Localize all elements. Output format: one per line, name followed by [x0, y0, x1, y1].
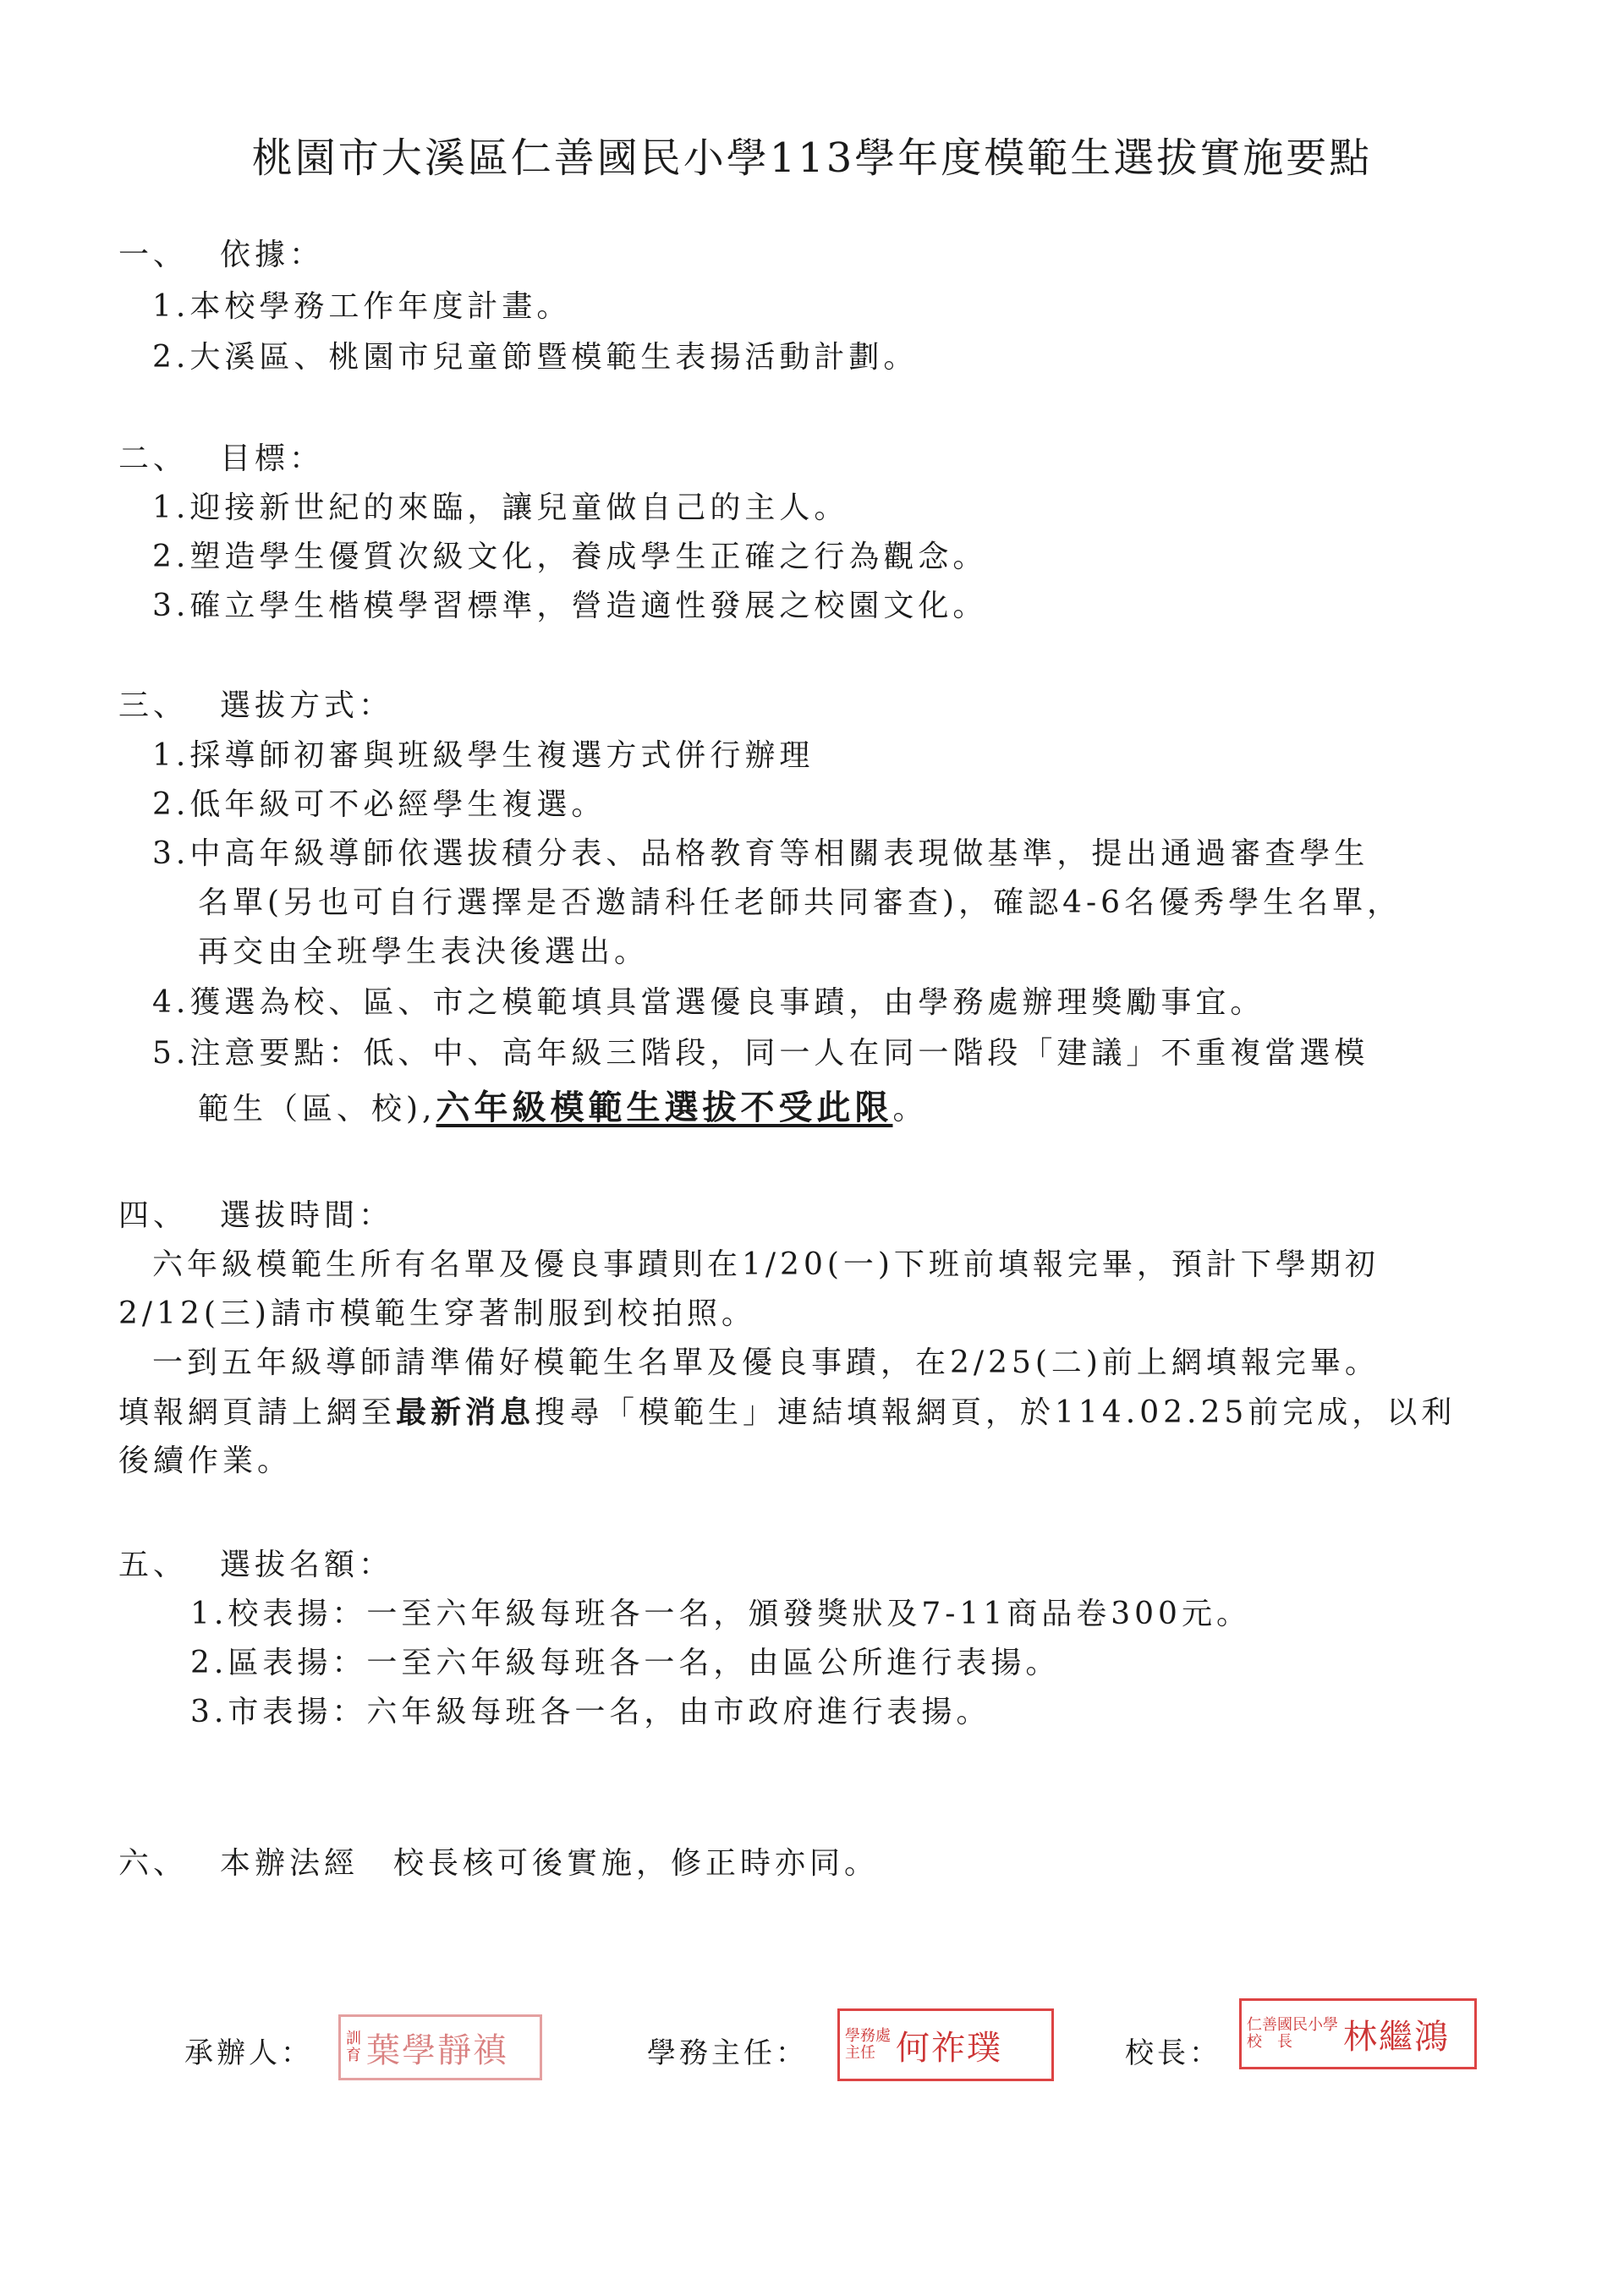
director-stamp-name: 何祚璞 — [896, 2028, 1002, 2068]
section-3-item-5-line-1: 5.注意要點：低、中、高年級三階段，同一人在同一階段「建議」不重複當選模 — [152, 1036, 1369, 1071]
section-3-item-2: 2.低年級可不必經學生複選。 — [152, 787, 606, 822]
section-3-item-3-line-1: 3.中高年級導師依選拔積分表、品格教育等相關表現做基準，提出通過審查學生 — [152, 836, 1369, 871]
handler-stamp-char-1: 訓 — [346, 2030, 361, 2048]
item-5-period: 。 — [892, 1092, 928, 1126]
section-3-heading — [118, 688, 394, 723]
section-3-item-1: 1.採導師初審與班級學生複選方式併行辦理 — [152, 738, 815, 773]
principal-label: 校長： — [1125, 2036, 1221, 2070]
section-2-item-3: 3.確立學生楷模學習標準，營造適性發展之校園文化。 — [152, 589, 988, 623]
section-6-text: 本辦法經 校長核可後實施，修正時亦同。 — [220, 1846, 880, 1881]
section-3-item-4: 4.獲選為校、區、市之模範填具當選優良事蹟，由學務處辦理獎勵事宜。 — [152, 985, 1265, 1020]
principal-stamp-name: 林繼鴻 — [1343, 2017, 1450, 2057]
section-1-item-1: 1.本校學務工作年度計畫。 — [152, 289, 572, 324]
section-5-heading — [118, 1550, 393, 1581]
principal-stamp-school: 仁善國民小學 — [1247, 2016, 1338, 2035]
handler-stamp-name: 葉學靜禛 — [366, 2030, 508, 2070]
latest-news-emphasis: 最新消息 — [396, 1395, 535, 1430]
section-5-item-3: 3.市表揚：六年級每班各一名，由市政府進行表揚。 — [190, 1695, 991, 1729]
section-6-number: 六、 — [118, 1846, 189, 1881]
section-4-number: 四、 — [118, 1198, 189, 1233]
document-title: 桃園市大溪區仁善國民小學113學年度模範生選拔實施要點 — [251, 134, 1373, 182]
section-4-heading — [118, 1198, 394, 1233]
item-5-text: 範生（區、校), — [198, 1092, 436, 1126]
section-2-item-1: 1.迎接新世紀的來臨，讓兒童做自己的主人。 — [152, 490, 849, 525]
para-2-suffix: 搜尋「模範生」連結填報網頁，於114.02.25前完成，以利 — [535, 1395, 1457, 1430]
section-2-title: 目標： — [220, 441, 325, 476]
section-4-para-1-line-1: 六年級模範生所有名單及優良事蹟則在1/20(一)下班前填報完畢，預計下學期初 — [152, 1247, 1380, 1282]
section-6 — [118, 1846, 880, 1881]
director-stamp — [837, 2008, 1054, 2081]
section-5-item-1: 1.校表揚：一至六年級每班各一名，頒發獎狀及7-11商品卷300元。 — [190, 1597, 1251, 1631]
section-4-title: 選拔時間： — [220, 1198, 394, 1233]
section-1-item-2: 2.大溪區、桃園市兒童節暨模範生表揚活動計劃。 — [152, 340, 919, 375]
handler-label: 承辦人： — [184, 2036, 313, 2070]
principal-stamp — [1239, 1998, 1477, 2069]
director-stamp-office: 學務處 — [845, 2027, 891, 2046]
section-2-item-2: 2.塑造學生優質次級文化，養成學生正確之行為觀念。 — [152, 540, 988, 574]
section-2-number: 二、 — [118, 441, 189, 476]
section-4-para-2-line-2 — [118, 1397, 1456, 1428]
section-3-number: 三、 — [118, 688, 189, 723]
section-2-heading — [118, 441, 325, 476]
handler-stamp — [338, 2014, 542, 2080]
para-2-prefix: 填報網頁請上網至 — [118, 1395, 397, 1430]
section-3-title: 選拔方式： — [220, 688, 394, 723]
section-5-item-2: 2.區表揚：一至六年級每班各一名，由區公所進行表揚。 — [190, 1646, 1061, 1680]
section-5-number: 五、 — [118, 1548, 189, 1582]
section-5-title: 選拔名額： — [220, 1548, 394, 1582]
emphasis-grade-6-exception: 六年級模範生選拔不受此限 — [436, 1088, 893, 1127]
director-stamp-title: 主任 — [845, 2044, 875, 2062]
section-4-para-2-line-1: 一到五年級導師請準備好模範生名單及優良事蹟，在2/25(二)前上網填報完畢。 — [152, 1345, 1380, 1380]
section-1-number: 一、 — [118, 238, 189, 272]
section-3-item-3-line-3: 再交由全班學生表決後選出。 — [198, 934, 650, 969]
section-3-item-5-line-2 — [198, 1088, 928, 1127]
section-3-item-3-line-2: 名單(另也可自行選擇是否邀請科任老師共同審查)，確認4-6名優秀學生名單， — [198, 885, 1402, 920]
principal-stamp-title: 校 長 — [1247, 2033, 1292, 2051]
section-1-title: 依據： — [220, 238, 325, 272]
handler-stamp-char-2: 育 — [346, 2047, 361, 2064]
section-4-para-2-line-3: 後續作業。 — [118, 1444, 293, 1478]
section-4-para-1-line-2: 2/12(三)請市模範生穿著制服到校拍照。 — [118, 1296, 756, 1331]
section-1-heading — [118, 240, 324, 271]
director-label: 學務主任： — [647, 2036, 808, 2070]
